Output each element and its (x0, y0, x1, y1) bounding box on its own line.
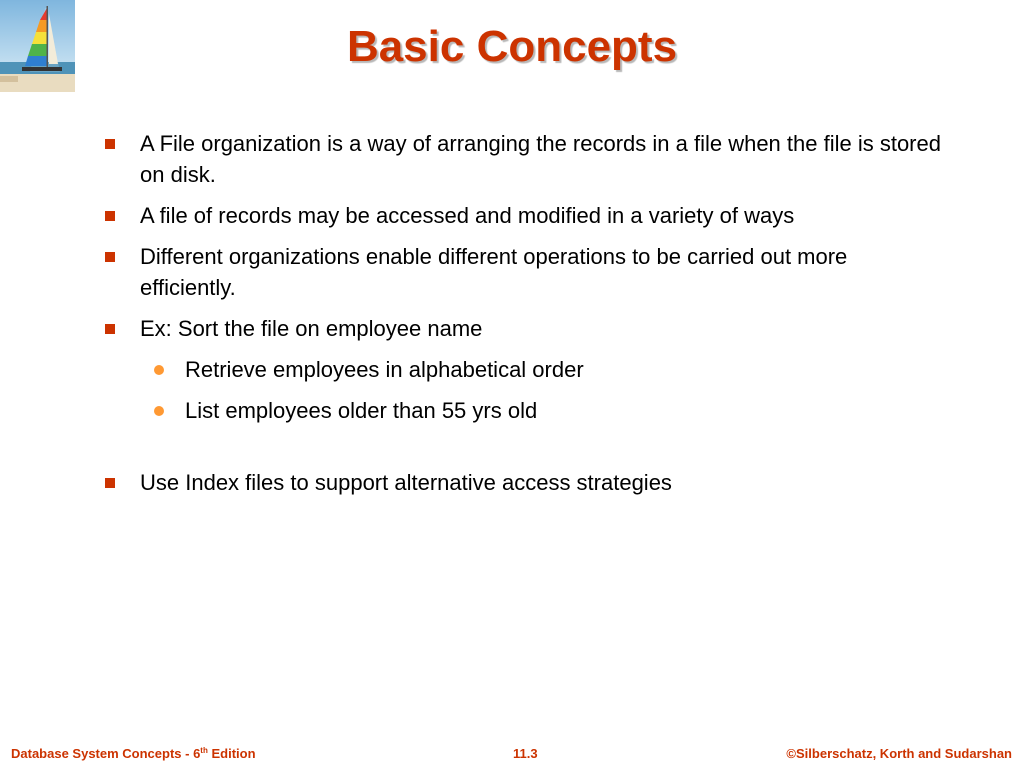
sub-list-item (104, 354, 944, 385)
list-item (104, 200, 944, 231)
circle-bullet-icon (154, 406, 164, 416)
square-bullet-icon (105, 211, 115, 221)
footer-book-title: Database System Concepts - 6th Edition (11, 746, 256, 761)
square-bullet-icon (105, 139, 115, 149)
square-bullet-icon (105, 478, 115, 488)
list-item (104, 313, 944, 344)
bullet-text: Ex: Sort the file on employee name (140, 316, 483, 341)
bullet-list (104, 128, 944, 508)
sub-bullet-text: Retrieve employees in alphabetical order (185, 357, 584, 382)
bullet-text: Use Index files to support alternative access strategies (140, 470, 672, 495)
spacer (104, 436, 944, 467)
sub-bullet-text: List employees older than 55 yrs old (185, 398, 538, 423)
square-bullet-icon (105, 252, 115, 262)
list-item (104, 467, 944, 498)
list-item (104, 128, 944, 190)
slide-title: Basic Concepts (346, 22, 678, 71)
footer-copyright: ©Silberschatz, Korth and Sudarshan (786, 746, 1012, 761)
bullet-text: Different organizations enable different operations to be carried out more efficiently. (140, 244, 848, 300)
square-bullet-icon (105, 324, 115, 334)
sub-list-item (104, 395, 944, 426)
bullet-text: A file of records may be accessed and modified in a variety of ways (140, 203, 795, 228)
list-item (104, 241, 944, 303)
footer-page-number: 11.3 (513, 746, 538, 761)
bullet-text: A File organization is a way of arranging the records in a file when the file is stored on disk. (140, 131, 941, 187)
circle-bullet-icon (154, 365, 164, 375)
